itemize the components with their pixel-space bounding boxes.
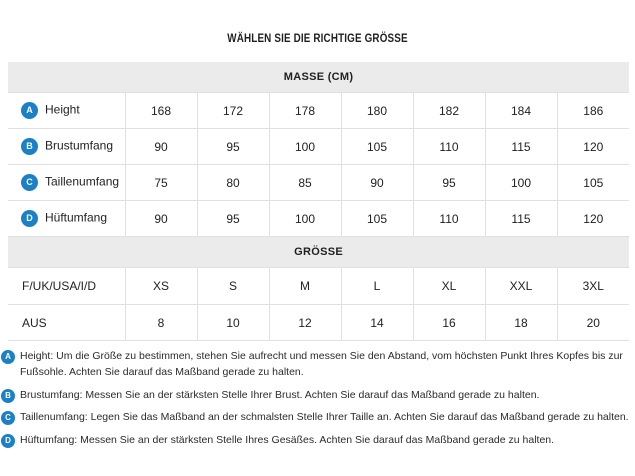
row-label: F/UK/USA/I/D (8, 268, 125, 305)
value-cell: 8 (125, 305, 197, 341)
value-cell: 14 (341, 305, 413, 341)
value-cell: 120 (557, 201, 629, 237)
row-label: Brustumfang (45, 138, 114, 153)
footnote-badge-d: D (1, 434, 15, 448)
footnote-text: Height: Um die Größe zu bestimmen, stehen Sie aufrecht und messen Sie den Abstand, vom höchsten Punkt Ihres Kopfes bis zur Fußsohle. Achten Sie darauf das Maßband gerade zu halten. (20, 350, 623, 378)
value-cell: 100 (269, 201, 341, 237)
value-cell: 105 (341, 201, 413, 237)
measurements-header-row (8, 62, 629, 93)
row-badge-c: C (21, 174, 38, 191)
value-cell: L (341, 268, 413, 305)
page-title: WÄHLEN SIE DIE RICHTIGE GRÖSSE (227, 31, 408, 45)
value-cell: 182 (413, 93, 485, 129)
value-cell: 95 (197, 129, 269, 165)
row-badge-a: A (21, 102, 38, 119)
sizes-header-row (8, 237, 629, 268)
value-cell: 105 (341, 129, 413, 165)
value-cell: XS (125, 268, 197, 305)
footnote-chest (1, 388, 631, 404)
value-cell: 186 (557, 93, 629, 129)
footnote-height (1, 349, 631, 381)
value-cell: 16 (413, 305, 485, 341)
value-cell: 110 (413, 129, 485, 165)
footnote-hip (1, 433, 631, 449)
row-badge-d: D (21, 210, 38, 227)
measurements-header: MASSE (CM) (8, 62, 629, 93)
footnote-waist (1, 410, 631, 426)
value-cell: XL (413, 268, 485, 305)
value-cell: 95 (413, 165, 485, 201)
sizes-header: GRÖSSE (8, 237, 629, 268)
value-cell: 3XL (557, 268, 629, 305)
row-label-cell (8, 201, 125, 237)
value-cell: 75 (125, 165, 197, 201)
table-row-waist (8, 165, 629, 201)
row-label-cell (8, 165, 125, 201)
value-cell: XXL (485, 268, 557, 305)
table-row-hip (8, 201, 629, 237)
value-cell: S (197, 268, 269, 305)
value-cell: 184 (485, 93, 557, 129)
row-label: Height (45, 102, 80, 117)
row-label: Taillenumfang (45, 174, 120, 189)
footnote-text: Hüftumfang: Messen Sie an der stärksten Stelle Ihres Gesäßes. Achten Sie darauf das Maßband gerade zu halten. (20, 434, 555, 446)
value-cell: 90 (341, 165, 413, 201)
value-cell: 105 (557, 165, 629, 201)
table-row-height (8, 93, 629, 129)
value-cell: 120 (557, 129, 629, 165)
value-cell: 100 (485, 165, 557, 201)
footnotes (1, 349, 631, 449)
value-cell: M (269, 268, 341, 305)
value-cell: 168 (125, 93, 197, 129)
footnote-text: Brustumfang: Messen Sie an der stärksten Stelle Ihrer Brust. Achten Sie darauf das Maßband gerade zu halten. (20, 388, 540, 401)
value-cell: 115 (485, 129, 557, 165)
row-label: Hüftumfang (45, 210, 108, 225)
footnote-badge-c: C (1, 411, 15, 425)
table-row-international-sizes (8, 268, 629, 305)
table-row-chest (8, 129, 629, 165)
row-label: AUS (8, 305, 125, 341)
footnote-text: Taillenumfang: Legen Sie das Maßband an der schmalsten Stelle Ihrer Taille an. Achten Sie darauf das Maßband gerade zu halten. (20, 411, 629, 424)
value-cell: 178 (269, 93, 341, 129)
value-cell: 18 (485, 305, 557, 341)
value-cell: 85 (269, 165, 341, 201)
value-cell: 172 (197, 93, 269, 129)
value-cell: 95 (197, 201, 269, 237)
value-cell: 20 (557, 305, 629, 341)
size-table (8, 62, 629, 341)
value-cell: 80 (197, 165, 269, 201)
row-badge-b: B (21, 138, 38, 155)
footnote-badge-a: A (1, 350, 15, 364)
value-cell: 110 (413, 201, 485, 237)
row-label-cell (8, 93, 125, 129)
value-cell: 10 (197, 305, 269, 341)
value-cell: 90 (125, 129, 197, 165)
value-cell: 180 (341, 93, 413, 129)
value-cell: 12 (269, 305, 341, 341)
footnote-badge-b: B (1, 389, 15, 403)
table-row-aus-sizes (8, 305, 629, 341)
row-label-cell (8, 129, 125, 165)
value-cell: 115 (485, 201, 557, 237)
value-cell: 100 (269, 129, 341, 165)
value-cell: 90 (125, 201, 197, 237)
